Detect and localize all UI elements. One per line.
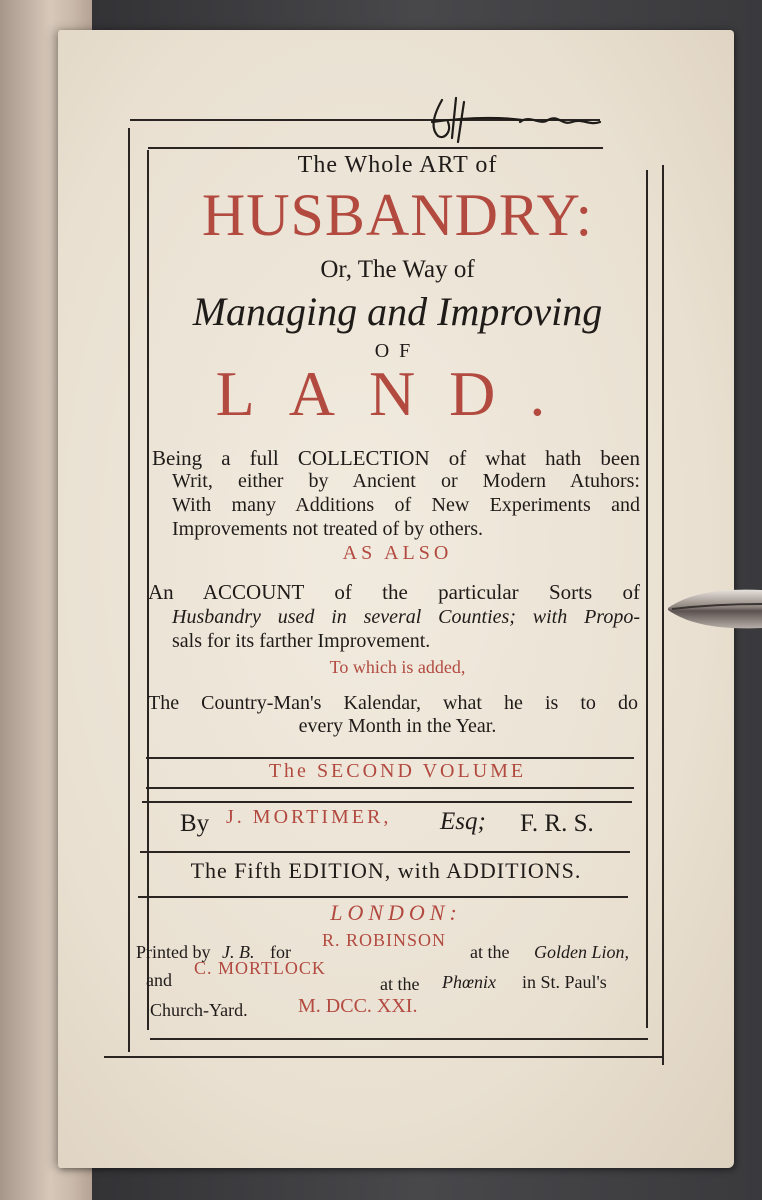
author-name: J. MORTIMER,: [226, 806, 392, 828]
main-title: HUSBANDRY:: [201, 182, 594, 248]
volume: The SECOND VOLUME: [268, 760, 527, 782]
kalendar-line-1: The Country-Man's Kalendar, what he is to do: [148, 692, 638, 714]
description-line-3: With many Additions of New Experiments and: [172, 494, 640, 516]
handwritten-signature: [412, 92, 612, 148]
author-frs: F. R. S.: [520, 810, 594, 837]
author-esq: Esq;: [440, 808, 486, 835]
description-line-2: Writ, either by Ancient or Modern Atuhors:: [172, 470, 640, 492]
frame-rule-left-outer: [128, 128, 130, 1052]
imprint-printed-by: Printed by: [136, 942, 211, 962]
description-line-1: Being a full COLLECTION of what hath been: [152, 446, 640, 470]
description-line-4: Improvements not treated of by others.: [172, 518, 484, 540]
imprint-sign-2: Phœnix: [442, 972, 496, 992]
imprint-bookseller-1: R. ROBINSON: [322, 930, 447, 950]
edition: The Fifth EDITION, with ADDITIONS.: [190, 858, 582, 883]
author-rule-bottom: [140, 851, 630, 853]
imprint-printer: J. B.: [222, 942, 255, 962]
account-line-3: sals for its farther Improvement.: [172, 630, 431, 652]
imprint-and: and: [146, 970, 172, 990]
kalendar-line-2: every Month in the Year.: [298, 715, 497, 737]
account-line-1: An ACCOUNT of the particular Sorts of: [148, 580, 640, 604]
imprint-churchyard: Church-Yard.: [150, 1000, 248, 1020]
volume-rule-bottom: [146, 787, 634, 789]
frame-rule-right-outer: [662, 165, 664, 1065]
edition-rule-bottom: [138, 896, 628, 898]
account-line-2: Husbandry used in several Counties; with Propo-: [172, 606, 640, 628]
imprint-sign-1: Golden Lion,: [534, 942, 630, 962]
subtitle-1: Or, The Way of: [320, 256, 475, 283]
to-which-added: To which is added,: [329, 657, 466, 677]
of-word: OF: [374, 340, 421, 362]
as-also: AS ALSO: [342, 542, 453, 564]
land-word: LAND.: [215, 358, 580, 429]
imprint-location: in St. Paul's: [522, 972, 607, 992]
subtitle-2: Managing and Improving: [192, 289, 603, 334]
imprint-bookseller-2: C. MORTLOCK: [194, 958, 326, 978]
volume-rule-top: [146, 757, 634, 759]
imprint-at-the-2: at the: [380, 974, 420, 994]
frame-rule-right-inner: [646, 170, 648, 1028]
title-line-1: The Whole ART of: [297, 152, 498, 178]
author-by: By: [180, 810, 210, 837]
imprint-date: M. DCC. XXI.: [298, 995, 418, 1017]
metal-page-clip: [668, 582, 762, 636]
imprint-at-the-1: at the: [470, 942, 510, 962]
place: LONDON:: [330, 900, 462, 925]
imprint-for: for: [270, 942, 291, 962]
frame-rule-bottom-inner: [150, 1038, 648, 1040]
frame-rule-bottom-outer: [104, 1056, 664, 1058]
author-rule-top: [142, 801, 632, 803]
